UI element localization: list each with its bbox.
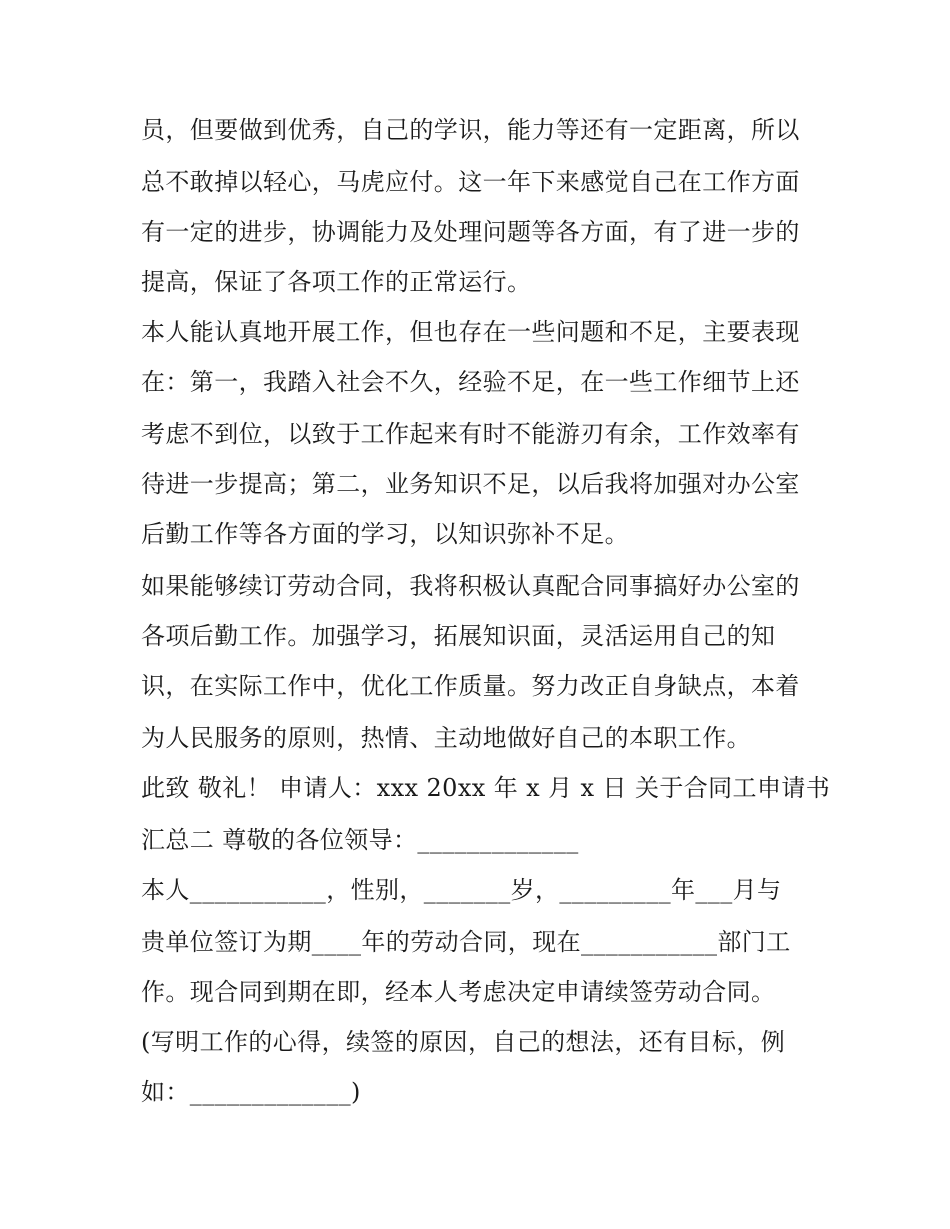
text-line: 汇总二 尊敬的各位领导：_____________ (141, 826, 579, 854)
text-line: 识，在实际工作中，优化工作质量。努力改正自身缺点，本着 (141, 672, 800, 700)
text-line: 提高，保证了各项工作的正常运行。 (141, 268, 532, 296)
text-line: 考虑不到位，以致于工作起来有时不能游刃有余，工作效率有 (141, 420, 800, 448)
text-line: 总不敢掉以轻心，马虎应付。这一年下来感觉自己在工作方面 (141, 168, 800, 196)
text-line: 有一定的进步，协调能力及处理问题等各方面，有了进一步的 (141, 218, 800, 246)
text-line: 员，但要做到优秀，自己的学识，能力等还有一定距离，所以 (141, 116, 800, 144)
text-line: 贵单位签订为期____年的劳动合同，现在___________部门工 (141, 928, 791, 956)
text-line: 本人能认真地开展工作，但也存在一些问题和不足，主要表现 (141, 318, 800, 346)
text-line: (写明工作的心得，续签的原因，自己的想法，还有目标，例 (141, 1028, 786, 1056)
text-line: 为人民服务的原则，热情、主动地做好自己的本职工作。 (141, 724, 751, 752)
text-line: 如：_____________) (141, 1078, 361, 1106)
text-line: 待进一步提高；第二，业务知识不足，以后我将加强对办公室 (141, 470, 800, 498)
text-line: 此致 敬礼！ 申请人：xxx 20xx 年 x 月 x 日 关于合同工申请书 (141, 774, 831, 802)
text-line: 本人___________，性别，_______岁，_________年___月与 (141, 876, 782, 904)
text-line: 后勤工作等各方面的学习，以知识弥补不足。 (141, 520, 629, 548)
text-line: 在：第一，我踏入社会不久，经验不足，在一些工作细节上还 (141, 368, 800, 396)
text-line: 作。现合同到期在即，经本人考虑决定申请续签劳动合同。 (141, 978, 776, 1006)
text-line: 如果能够续订劳动合同，我将积极认真配合同事搞好办公室的 (141, 572, 800, 600)
text-line: 各项后勤工作。加强学习，拓展知识面，灵活运用自己的知 (141, 622, 776, 650)
